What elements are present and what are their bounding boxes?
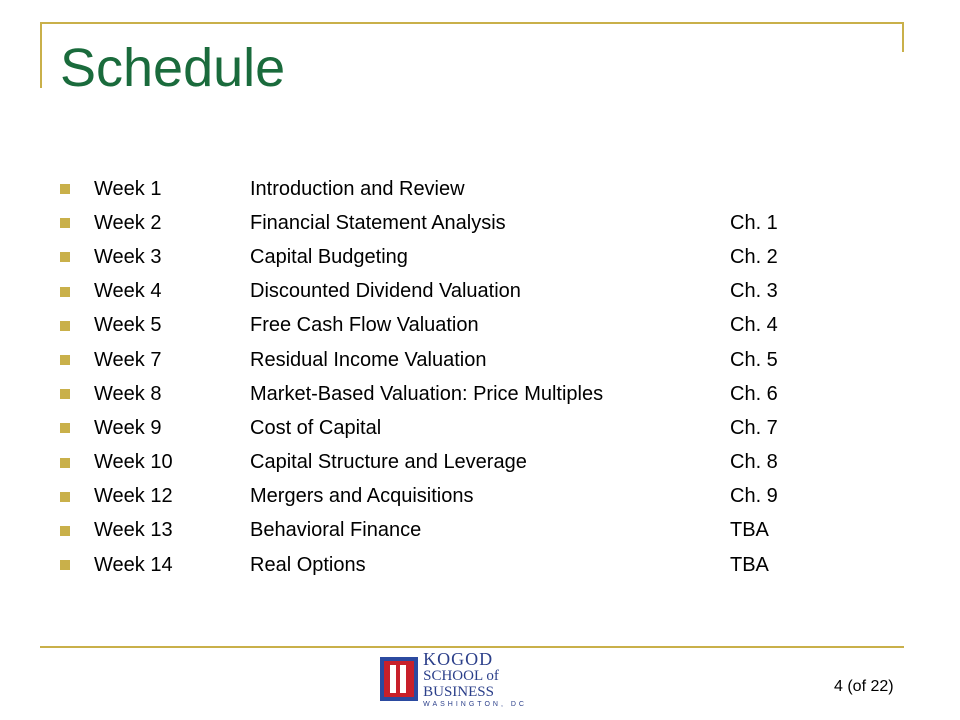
- schedule-row: [60, 343, 860, 377]
- logo-kogod: KOGOD: [423, 648, 494, 669]
- frame-right-line: [902, 22, 904, 52]
- bullet-icon: [60, 526, 70, 536]
- topic-label: Capital Structure and Leverage: [250, 451, 527, 474]
- schedule-row: [60, 240, 860, 274]
- page-number: 4 (of 22): [834, 678, 894, 695]
- chapter-label: Ch. 3: [730, 280, 778, 303]
- topic-label: Real Options: [250, 553, 366, 576]
- chapter-label: Ch. 7: [730, 416, 778, 439]
- logo-text: [423, 650, 570, 709]
- au-logo-icon: [380, 657, 417, 701]
- week-label: Week 12: [94, 485, 173, 508]
- schedule-row: [60, 446, 860, 480]
- bullet-icon: [60, 218, 70, 228]
- frame-left-line: [40, 22, 42, 88]
- bullet-icon: [60, 184, 70, 194]
- bullet-icon: [60, 321, 70, 331]
- frame-bottom-line: [40, 646, 904, 648]
- chapter-label: TBA: [730, 519, 769, 542]
- bullet-icon: [60, 458, 70, 468]
- topic-label: Cost of Capital: [250, 416, 382, 439]
- topic-label: Financial Statement Analysis: [250, 211, 506, 234]
- schedule-row: [60, 480, 860, 514]
- week-label: Week 5: [94, 314, 162, 337]
- chapter-label: Ch. 6: [730, 382, 778, 405]
- week-label: Week 4: [94, 280, 162, 303]
- schedule-row: [60, 172, 860, 206]
- chapter-label: Ch. 2: [730, 245, 778, 268]
- chapter-label: TBA: [730, 553, 769, 576]
- slide-title: Schedule: [60, 38, 286, 98]
- bullet-icon: [60, 389, 70, 399]
- frame-top-line: [40, 22, 904, 24]
- schedule-list: [60, 172, 860, 582]
- week-label: Week 9: [94, 416, 162, 439]
- chapter-label: Ch. 1: [730, 211, 778, 234]
- week-label: Week 3: [94, 245, 162, 268]
- schedule-row: [60, 309, 860, 343]
- chapter-label: Ch. 9: [730, 485, 778, 508]
- chapter-label: Ch. 8: [730, 451, 778, 474]
- bullet-icon: [60, 423, 70, 433]
- schedule-row: [60, 411, 860, 445]
- bullet-icon: [60, 355, 70, 365]
- bullet-icon: [60, 287, 70, 297]
- bullet-icon: [60, 492, 70, 502]
- topic-label: Discounted Dividend Valuation: [250, 280, 521, 303]
- week-label: Week 8: [94, 382, 162, 405]
- topic-label: Residual Income Valuation: [250, 348, 487, 371]
- schedule-row: [60, 514, 860, 548]
- week-label: Week 1: [94, 177, 162, 200]
- topic-label: Introduction and Review: [250, 177, 465, 200]
- logo-school: SCHOOL of BUSINESS: [423, 667, 499, 700]
- bullet-icon: [60, 560, 70, 570]
- chapter-label: Ch. 5: [730, 348, 778, 371]
- logo-location: WASHINGTON, DC: [423, 700, 527, 708]
- schedule-row: [60, 548, 860, 582]
- week-label: Week 7: [94, 348, 162, 371]
- topic-label: Market-Based Valuation: Price Multiples: [250, 382, 604, 405]
- topic-label: Capital Budgeting: [250, 245, 408, 268]
- week-label: Week 13: [94, 519, 173, 542]
- topic-label: Free Cash Flow Valuation: [250, 314, 479, 337]
- topic-label: Behavioral Finance: [250, 519, 422, 542]
- chapter-label: Ch. 4: [730, 314, 778, 337]
- week-label: Week 2: [94, 211, 162, 234]
- schedule-row: [60, 275, 860, 309]
- week-label: Week 10: [94, 451, 173, 474]
- schedule-row: [60, 377, 860, 411]
- week-label: Week 14: [94, 553, 173, 576]
- kogod-logo: [380, 648, 570, 708]
- schedule-row: [60, 206, 860, 240]
- bullet-icon: [60, 252, 70, 262]
- topic-label: Mergers and Acquisitions: [250, 485, 474, 508]
